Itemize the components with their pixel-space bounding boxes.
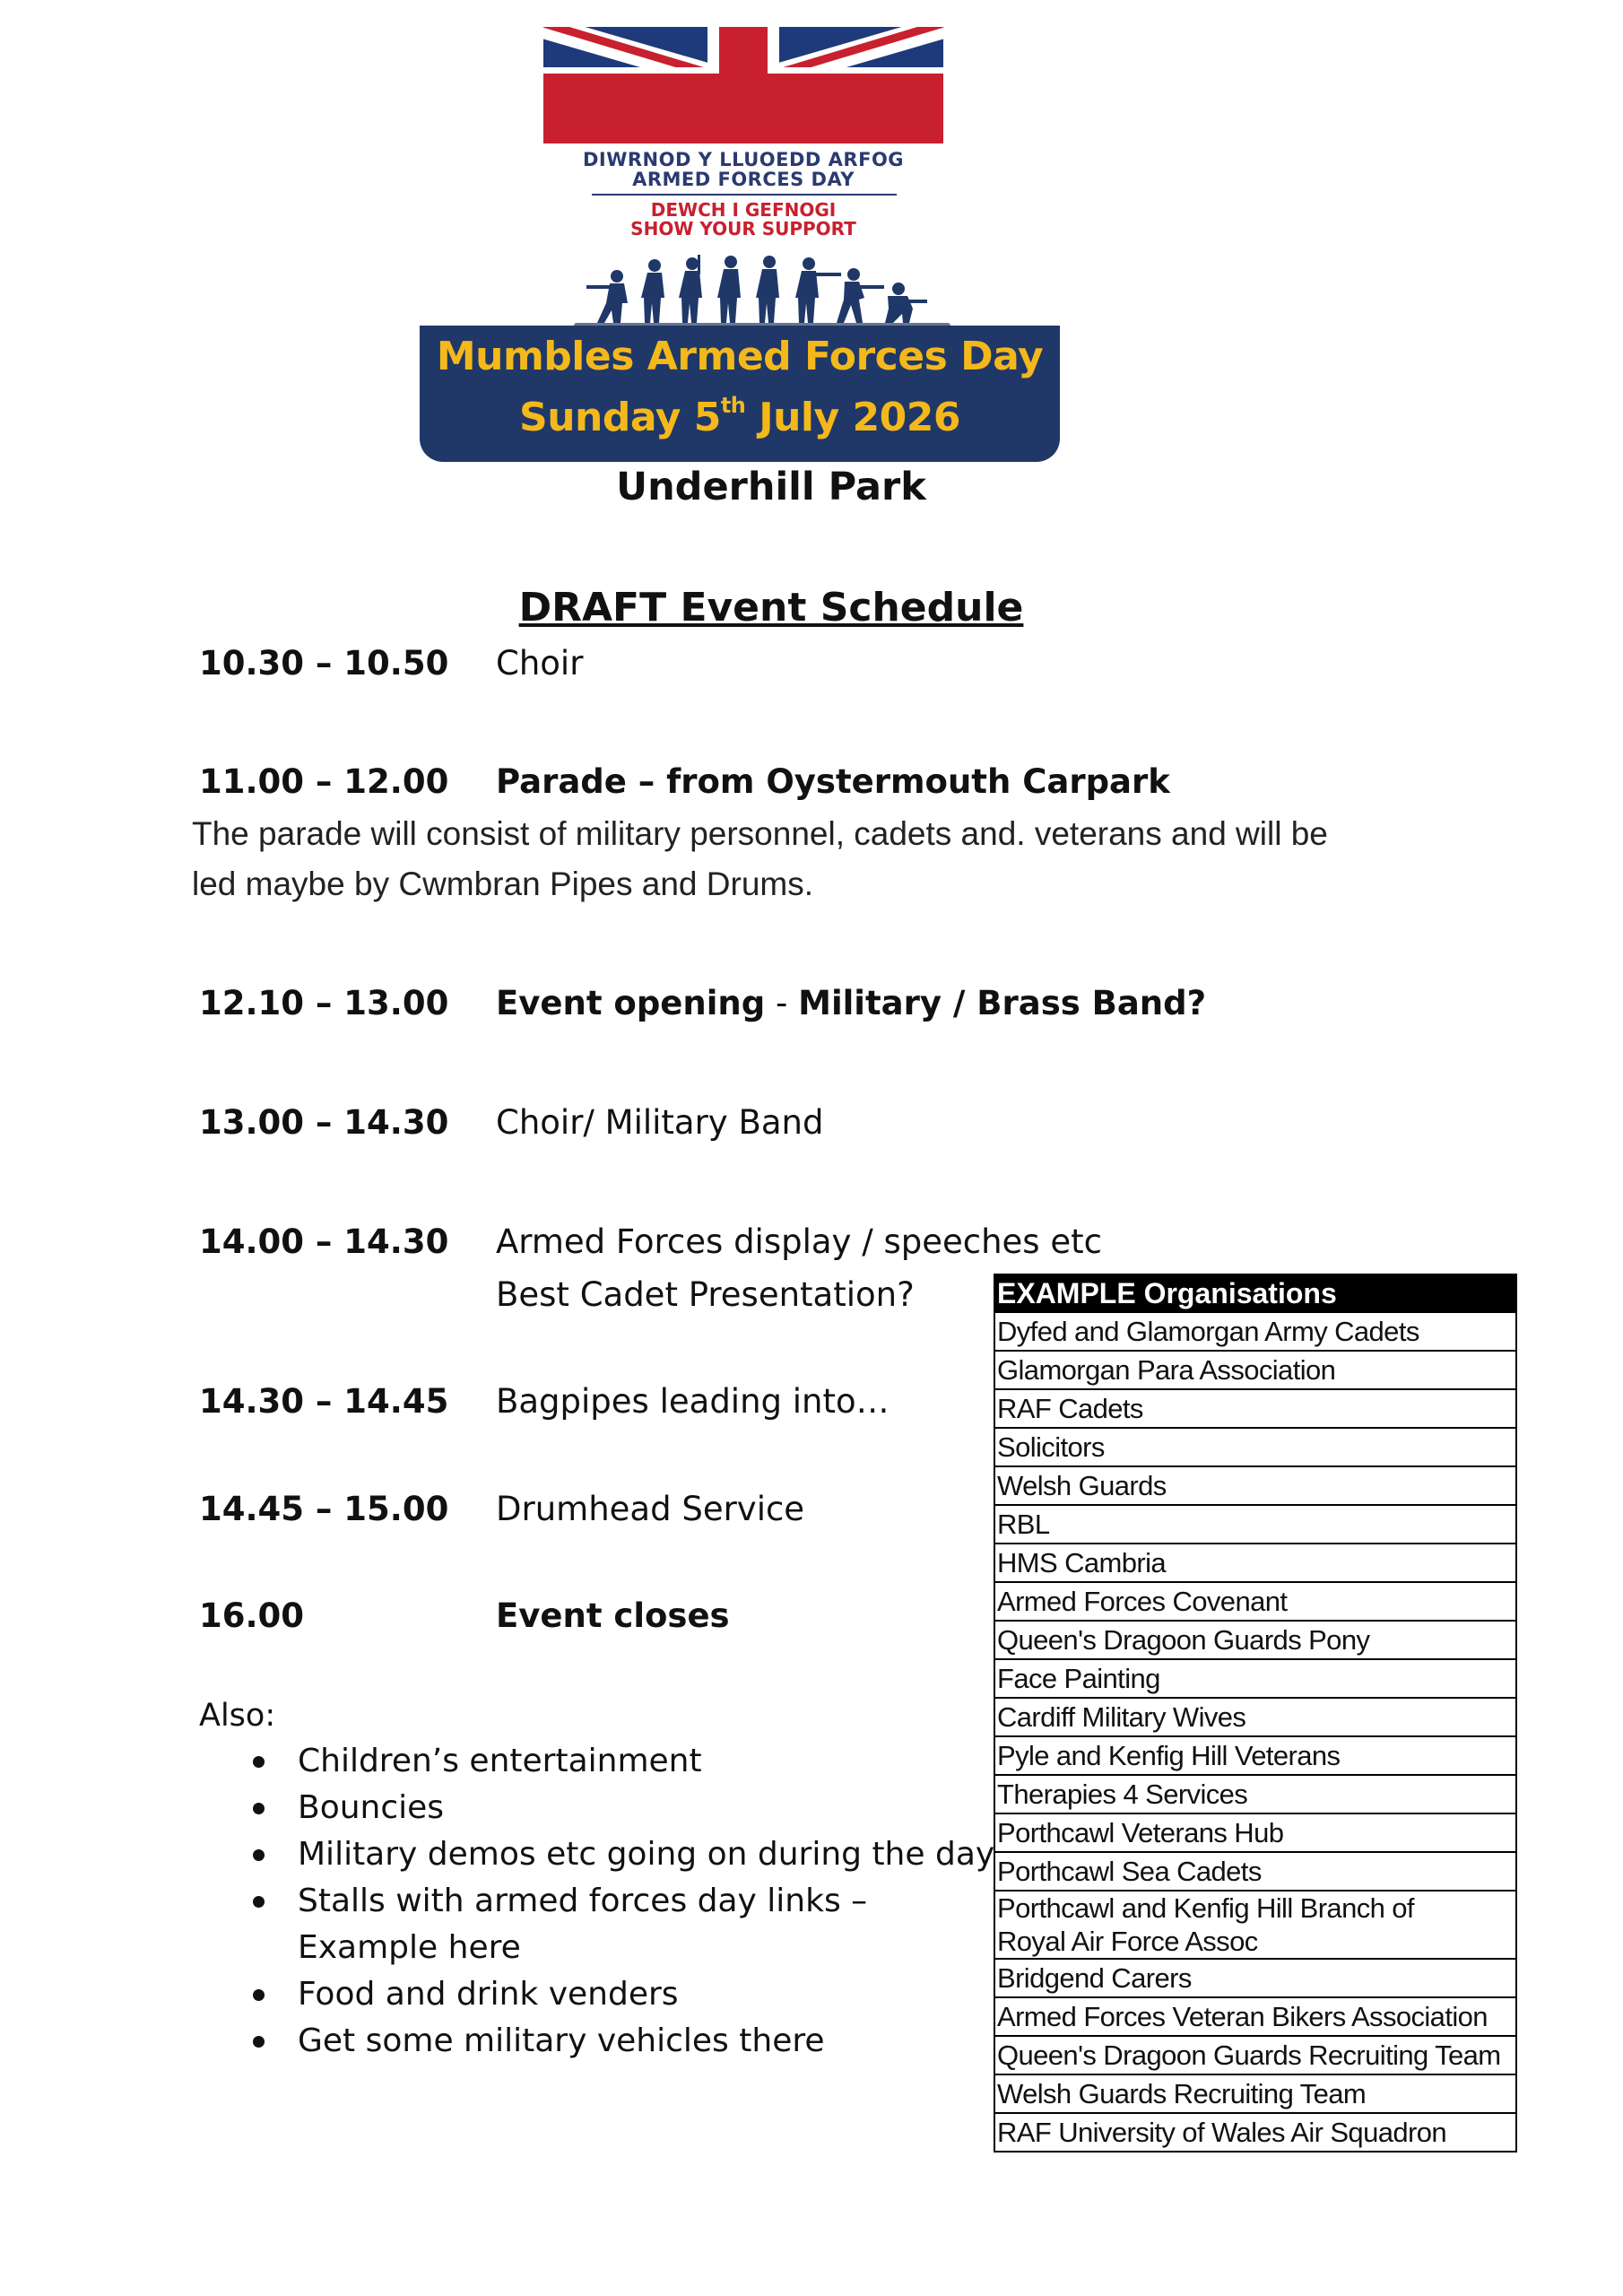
schedule-time: 14.00 – 14.30 bbox=[199, 1222, 449, 1261]
table-row bbox=[994, 1544, 1516, 1582]
table-cell-line: Porthcawl and Kenfig Hill Branch of bbox=[997, 1892, 1414, 1924]
parade-description-line: The parade will consist of military personnel, cadets and. veterans and will be bbox=[192, 815, 1328, 852]
table-row bbox=[994, 1582, 1516, 1621]
list-item bbox=[242, 1785, 994, 1831]
logo-welsh-slogan: DEWCH I GEFNOGI bbox=[650, 199, 837, 221]
table-row bbox=[994, 1736, 1516, 1775]
table-row bbox=[994, 1505, 1516, 1544]
schedule-time: 11.00 – 12.00 bbox=[199, 762, 449, 801]
table-cell: Welsh Guards bbox=[994, 1466, 1516, 1505]
table-cell: Solicitors bbox=[994, 1428, 1516, 1466]
parade-description-line: led maybe by Cwmbran Pipes and Drums. bbox=[192, 865, 814, 902]
logo-english-title: ARMED FORCES DAY bbox=[632, 169, 855, 190]
table-cell: Porthcawl Sea Cadets bbox=[994, 1852, 1516, 1891]
list-item-text: Food and drink venders bbox=[298, 1976, 679, 2013]
event-title: Mumbles Armed Forces Day bbox=[436, 334, 1044, 379]
schedule-activity: Drumhead Service bbox=[496, 1490, 805, 1528]
table-cell: Cardiff Military Wives bbox=[994, 1698, 1516, 1736]
event-date bbox=[420, 395, 1060, 440]
schedule-time: 13.00 – 14.30 bbox=[199, 1103, 449, 1142]
schedule-title: DRAFT Event Schedule bbox=[518, 585, 1024, 631]
union-jack-flag-icon bbox=[543, 27, 943, 144]
bullet-icon bbox=[253, 1849, 265, 1861]
table-cell: Armed Forces Covenant bbox=[994, 1582, 1516, 1621]
bullet-icon bbox=[253, 1803, 265, 1814]
table-row bbox=[994, 1621, 1516, 1659]
schedule-activity: Event closes bbox=[496, 1596, 730, 1635]
table-row bbox=[994, 1852, 1516, 1891]
table-row bbox=[994, 1813, 1516, 1852]
list-item bbox=[242, 1971, 994, 2018]
table-cell: Glamorgan Para Association bbox=[994, 1351, 1516, 1389]
logo-divider bbox=[592, 194, 897, 196]
table-cell: Queen's Dragoon Guards Pony bbox=[994, 1621, 1516, 1659]
schedule-activity: Parade – from Oystermouth Carpark bbox=[496, 762, 1170, 801]
list-item bbox=[242, 1878, 994, 1971]
bullet-icon bbox=[253, 1989, 265, 2001]
table-cell: Porthcawl Veterans Hub bbox=[994, 1813, 1516, 1852]
organisations-table bbox=[994, 1274, 1517, 2152]
table-row bbox=[994, 1891, 1516, 1959]
table-row bbox=[994, 1997, 1516, 2036]
schedule-activity-part: Military / Brass Band? bbox=[798, 984, 1207, 1022]
table-cell: Face Painting bbox=[994, 1659, 1516, 1698]
parade-description bbox=[192, 809, 1465, 909]
schedule-time: 16.00 bbox=[199, 1596, 305, 1635]
table-row bbox=[994, 1959, 1516, 1997]
table-cell bbox=[994, 1891, 1516, 1959]
table-row bbox=[994, 2113, 1516, 2152]
schedule-time: 14.30 – 14.45 bbox=[199, 1382, 449, 1421]
table-row bbox=[994, 1466, 1516, 1505]
table-cell-line: Royal Air Force Assoc bbox=[997, 1926, 1258, 1957]
list-item bbox=[242, 1738, 994, 1785]
table-cell: Bridgend Carers bbox=[994, 1959, 1516, 1997]
schedule-time: 14.45 – 15.00 bbox=[199, 1490, 449, 1528]
list-item-text: Military demos etc going on during the day bbox=[298, 1836, 995, 1873]
event-date-ordinal: th bbox=[720, 393, 746, 419]
bullet-icon bbox=[253, 2036, 265, 2048]
table-cell: Pyle and Kenfig Hill Veterans bbox=[994, 1736, 1516, 1775]
list-item-continuation: Example here bbox=[298, 1929, 521, 1966]
also-label: Also: bbox=[199, 1698, 276, 1734]
table-row bbox=[994, 1428, 1516, 1466]
schedule-time: 10.30 – 10.50 bbox=[199, 644, 449, 683]
list-item-text: Children’s entertainment bbox=[298, 1743, 702, 1779]
schedule-activity-separator: - bbox=[765, 984, 799, 1022]
event-date-day: Sunday 5 bbox=[519, 395, 721, 440]
event-date-month-year: July 2026 bbox=[745, 395, 960, 440]
schedule-activity bbox=[496, 984, 1206, 1022]
table-row bbox=[994, 1351, 1516, 1389]
table-header-row bbox=[994, 1274, 1516, 1312]
venue-title: Underhill Park bbox=[616, 465, 926, 509]
schedule-activity: Choir/ Military Band bbox=[496, 1103, 824, 1142]
table-cell: HMS Cambria bbox=[994, 1544, 1516, 1582]
list-item-text: Bouncies bbox=[298, 1789, 445, 1826]
table-row bbox=[994, 2074, 1516, 2113]
table-row bbox=[994, 1698, 1516, 1736]
table-row bbox=[994, 1312, 1516, 1351]
logo-welsh-title: DIWRNOD Y LLUOEDD ARFOG bbox=[582, 149, 905, 170]
table-cell: RAF Cadets bbox=[994, 1389, 1516, 1428]
table-cell: Therapies 4 Services bbox=[994, 1775, 1516, 1813]
bullet-icon bbox=[253, 1756, 265, 1768]
table-row bbox=[994, 2036, 1516, 2074]
table-row bbox=[994, 1775, 1516, 1813]
table-cell: Armed Forces Veteran Bikers Association bbox=[994, 1997, 1516, 2036]
list-item-text: Stalls with armed forces day links – bbox=[298, 1883, 868, 1919]
list-item bbox=[242, 1831, 994, 1878]
schedule-activity: Bagpipes leading into… bbox=[496, 1382, 890, 1421]
table-cell: Dyfed and Glamorgan Army Cadets bbox=[994, 1312, 1516, 1351]
table-row bbox=[994, 1389, 1516, 1428]
also-list bbox=[242, 1738, 994, 2065]
soldiers-silhouette-icon bbox=[574, 249, 950, 330]
table-cell: RBL bbox=[994, 1505, 1516, 1544]
schedule-activity-line2: Best Cadet Presentation? bbox=[496, 1275, 915, 1314]
bullet-icon bbox=[253, 1896, 265, 1908]
schedule-activity-part: Event opening bbox=[496, 984, 766, 1022]
table-cell: RAF University of Wales Air Squadron bbox=[994, 2113, 1516, 2152]
schedule-time: 12.10 – 13.00 bbox=[199, 984, 449, 1022]
list-item-text: Get some military vehicles there bbox=[298, 2022, 825, 2059]
logo-english-slogan: SHOW YOUR SUPPORT bbox=[630, 218, 856, 239]
schedule-activity: Armed Forces display / speeches etc bbox=[496, 1222, 1102, 1261]
table-header: EXAMPLE Organisations bbox=[994, 1274, 1516, 1312]
table-cell: Queen's Dragoon Guards Recruiting Team bbox=[994, 2036, 1516, 2074]
schedule-activity: Choir bbox=[496, 644, 584, 683]
list-item bbox=[242, 2018, 994, 2065]
table-row bbox=[994, 1659, 1516, 1698]
table-cell: Welsh Guards Recruiting Team bbox=[994, 2074, 1516, 2113]
